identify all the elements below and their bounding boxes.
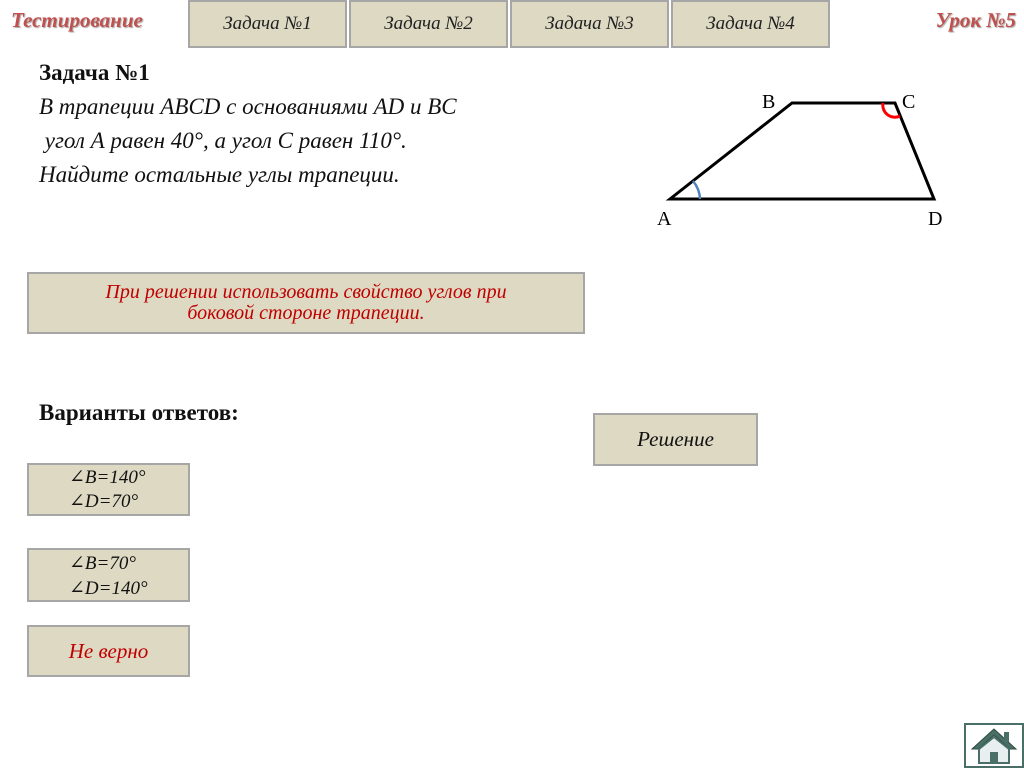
home-button[interactable] xyxy=(964,723,1024,768)
vertex-label-d: D xyxy=(928,208,943,230)
task-line-1: В трапеции ABCD с основаниями AD и BC xyxy=(39,94,457,119)
task-statement xyxy=(39,56,457,192)
tab-task-1[interactable]: Задача №1 xyxy=(188,0,347,48)
task-title: Задача №1 xyxy=(39,60,150,85)
answer-option-1-line-2: ∠D=70° xyxy=(69,491,139,512)
answer-option-2-line-1: ∠B=70° xyxy=(69,553,136,574)
vertex-label-c: C xyxy=(902,91,916,113)
trapezoid-diagram xyxy=(650,80,960,240)
header-left-title: Тестирование xyxy=(11,8,143,32)
answers-title: Варианты ответов: xyxy=(39,400,239,425)
answer-option-1-line-1: ∠B=140° xyxy=(69,467,146,488)
tab-task-2[interactable]: Задача №2 xyxy=(349,0,508,48)
angle-a-arc xyxy=(693,181,700,199)
answer-option-2-button[interactable] xyxy=(27,548,190,602)
answer-option-1-button[interactable] xyxy=(27,463,190,516)
hint-line-2: боковой стороне трапеции. xyxy=(187,302,425,324)
task-line-2: угол А равен 40°, а угол С равен 110°. xyxy=(39,128,407,153)
solution-button[interactable]: Решение xyxy=(593,413,758,466)
task-line-3: Найдите остальные углы трапеции. xyxy=(39,162,400,187)
tab-task-3[interactable]: Задача №3 xyxy=(510,0,669,48)
tab-task-4[interactable]: Задача №4 xyxy=(671,0,830,48)
home-icon xyxy=(966,725,1022,766)
vertex-label-b: B xyxy=(762,91,776,113)
answer-option-2-line-2: ∠D=140° xyxy=(69,578,148,599)
hint-box xyxy=(27,272,585,334)
task-tabs xyxy=(188,0,832,48)
vertex-label-a: A xyxy=(657,208,672,230)
hint-line-1: При решении использовать свойство углов при xyxy=(105,281,507,303)
header-right-title: Урок №5 xyxy=(935,8,1016,32)
answer-option-3-button[interactable]: Не верно xyxy=(27,625,190,677)
